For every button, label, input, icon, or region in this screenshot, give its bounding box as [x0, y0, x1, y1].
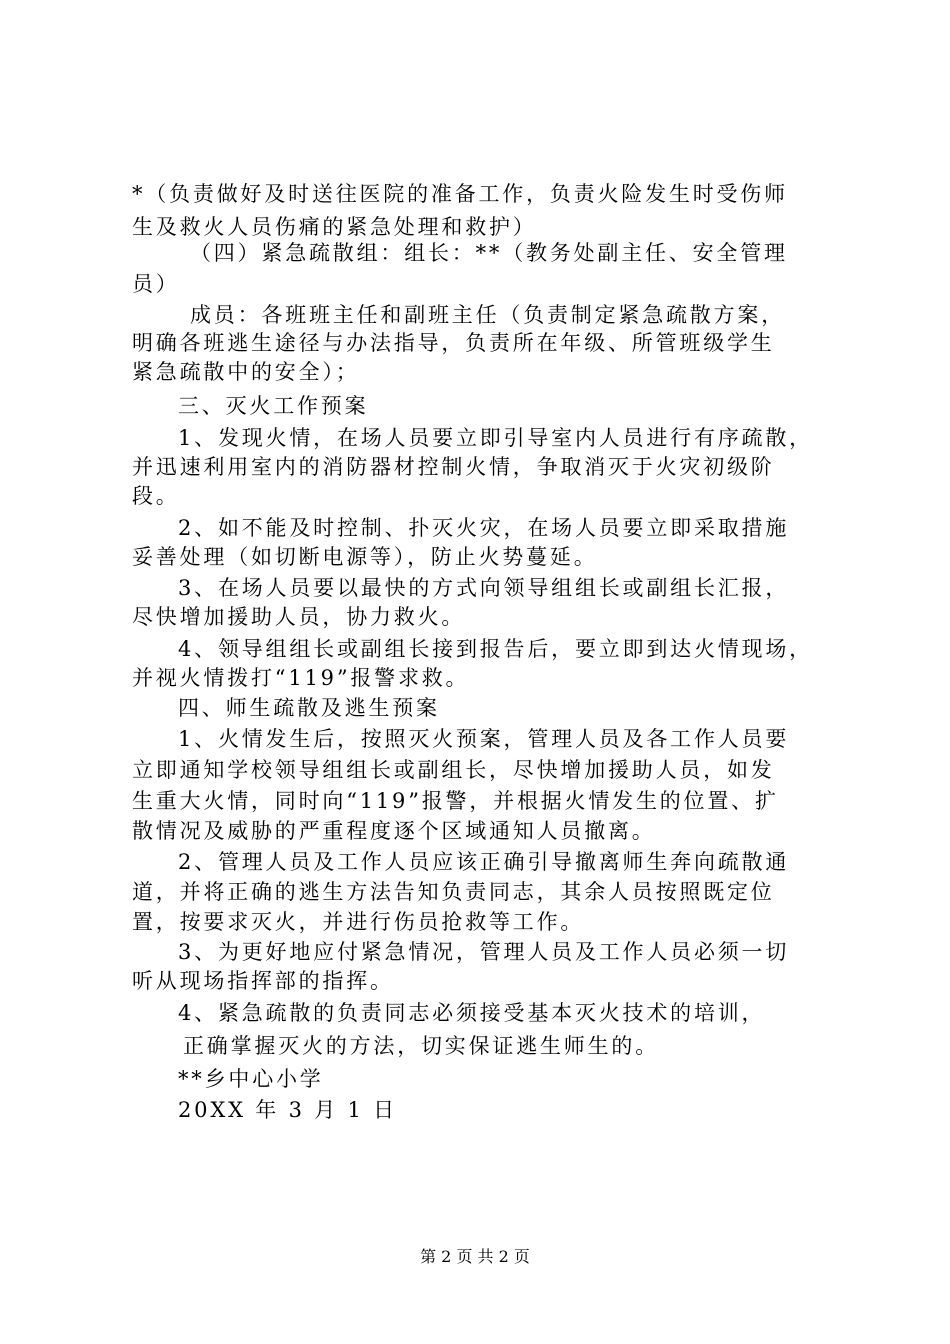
paragraph-line: 生重大火情，同时向“119”报警，并根据火情发生的位置、扩 [132, 789, 779, 813]
paragraph-line: 1、火情发生后，按照灭火预案，管理人员及各工作人员要 [178, 727, 790, 751]
paragraph-line: 正确掌握灭火的方法，切实保证逃生师生的。 [183, 1034, 659, 1058]
paragraph-line: 听从现场指挥部的指挥。 [132, 969, 394, 993]
signature-date: 20XX 年 3 月 1 日 [178, 1098, 397, 1122]
section-heading: 三、灭火工作预案 [178, 394, 369, 418]
paragraph-line: 4、领导组组长或副组长接到报告后，要立即到达火情现场， [178, 637, 813, 661]
section-heading: 四、师生疏散及逃生预案 [178, 696, 440, 720]
page-footer: 第 2 页 共 2 页 [420, 1247, 530, 1266]
paragraph-line: 段。 [132, 484, 180, 508]
paragraph-line: 3、在场人员要以最快的方式向领导组组长或副组长汇报， [178, 576, 790, 600]
paragraph-line: 2、管理人员及工作人员应该正确引导撤离师生奔向疏散通 [178, 850, 790, 874]
paragraph-line: *（负责做好及时送往医院的准备工作，负责火险发生时受伤师 [132, 182, 788, 206]
signature-organization: **乡中心小学 [178, 1067, 324, 1091]
paragraph-line: 4、紧急疏散的负责同志必须接受基本灭火技术的培训， [178, 1001, 766, 1025]
paragraph-line: （四）紧急疏散组：组长：**（教务处副主任、安全管理 [190, 241, 788, 265]
paragraph-line: 妥善处理（如切断电源等），防止火势蔓延。 [132, 545, 598, 569]
paragraph-line: 2、如不能及时控制、扑灭火灾，在场人员要立即采取措施 [178, 516, 790, 540]
paragraph-line: 置，按要求灭火，并进行伤员抢救等工作。 [132, 910, 585, 934]
paragraph-line: 尽快增加援助人员，协力救火。 [132, 605, 466, 629]
paragraph-line: 紧急疏散中的安全）； [132, 360, 360, 384]
paragraph-line: 生及救火人员伤痛的紧急处理和救护） [132, 215, 537, 239]
paragraph-line: 成员：各班班主任和副班主任（负责制定紧急疏散方案， [190, 303, 785, 327]
paragraph-line: 散情况及威胁的严重程度逐个区域通知人员撤离。 [132, 819, 656, 843]
paragraph-line: 道，并将正确的逃生方法告知负责同志，其余人员按照既定位 [132, 880, 775, 904]
paragraph-line: 明确各班逃生途径与办法指导，负责所在年级、所管班级学生 [132, 331, 775, 355]
paragraph-line: 1、发现火情，在场人员要立即引导室内人员进行有序疏散， [178, 426, 813, 450]
paragraph-line: 员） [132, 272, 180, 296]
paragraph-line: 并迅速利用室内的消防器材控制火情，争取消灭于火灾初级阶 [132, 455, 775, 479]
paragraph-line: 并视火情拨打“119”报警求救。 [132, 666, 470, 690]
paragraph-line: 立即通知学校领导组组长或副组长，尽快增加援助人员，如发 [132, 758, 775, 782]
paragraph-line: 3、为更好地应付紧急情况，管理人员及工作人员必须一切 [178, 940, 790, 964]
